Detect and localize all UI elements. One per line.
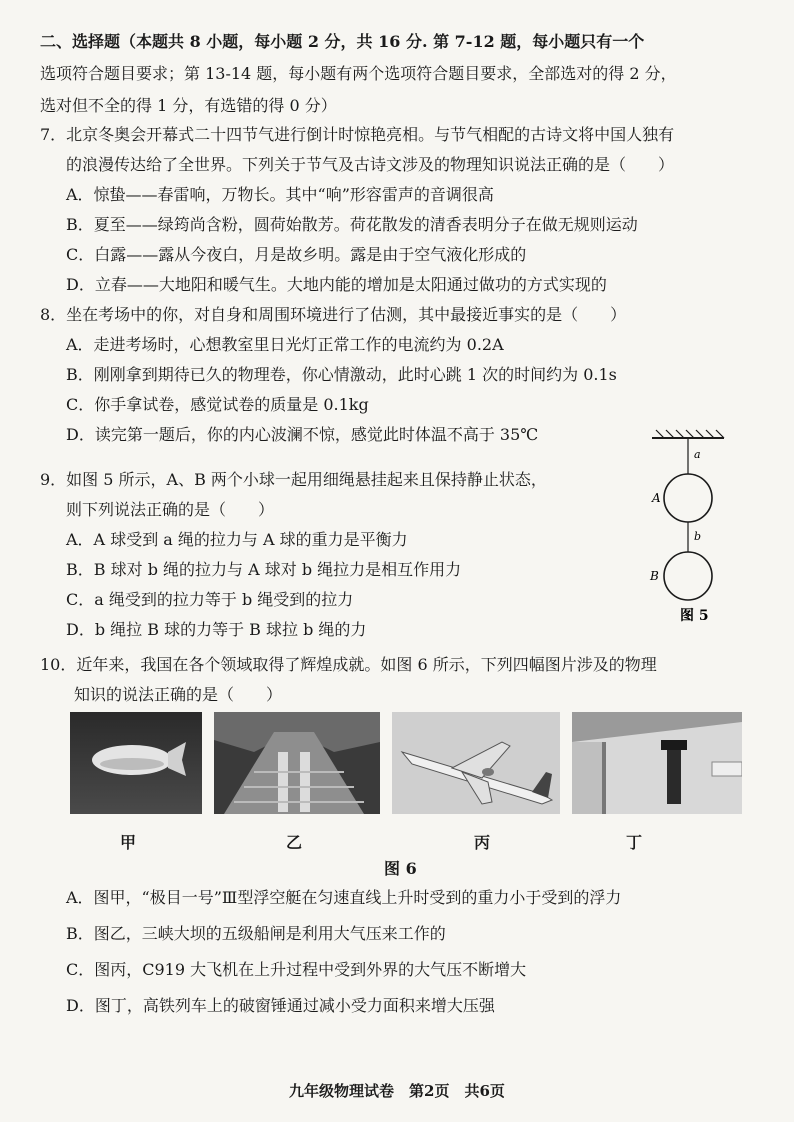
question-8-option-b: B．刚刚拿到期待已久的物理卷，你心情激动，此时心跳 1 次的时间约为 0.1s	[66, 365, 617, 384]
photo-jia-airship	[70, 712, 202, 814]
question-9-option-d: D．b 绳拉 B 球的力等于 B 球拉 b 绳的力	[66, 620, 367, 639]
question-10-option-d: D．图丁，高铁列车上的破窗锤通过减小受力面积来增大压强	[66, 996, 495, 1015]
photo-bing-airplane	[392, 712, 560, 814]
question-7-option-d: D．立春——大地阳和暖气生。大地内能的增加是太阳通过做功的方式实现的	[66, 275, 607, 294]
photo-label-jia: 甲	[120, 833, 137, 852]
section-line-1: 二、选择题（本题共 8 小题，每小题 2 分，共 16 分. 第 7-12 题，每小题只有一个	[40, 32, 645, 51]
photo-label-yi: 乙	[286, 833, 303, 852]
question-9-option-c: C．a 绳受到的拉力等于 b 绳受到的拉力	[66, 590, 354, 609]
ceiling-support	[652, 430, 724, 438]
photo-yi-ship-locks	[214, 712, 380, 814]
question-7-option-b: B．夏至——绿筠尚含粉，圆荷始散芳。荷花散发的清香表明分子在做无规则运动	[66, 215, 638, 234]
question-8-option-d: D．读完第一题后，你的内心波澜不惊，感觉此时体温不高于 35℃	[66, 425, 539, 444]
figure-5-caption: 图 5	[680, 608, 709, 624]
ball-b	[664, 552, 712, 600]
photo-label-ding: 丁	[626, 833, 643, 852]
question-7-option-c: C．白露——露从今夜白，月是故乡明。露是由于空气液化形成的	[66, 245, 527, 264]
ball-b-label: B	[650, 569, 659, 583]
question-10-option-a: A．图甲，“极目一号”Ⅲ型浮空艇在匀速直线上升时受到的重力小于受到的浮力	[66, 888, 622, 907]
section-line-2: 选项符合题目要求；第 13-14 题，每小题有两个选项符合题目要求，全部选对的得 2 分，	[40, 64, 677, 83]
rope-b-label: b	[694, 530, 702, 543]
photo-ding-window-hammer	[572, 712, 742, 814]
figure-6-caption: 图 6	[384, 859, 417, 878]
question-10-stem-2: 知识的说法正确的是（ ）	[74, 685, 283, 704]
question-9-stem-2: 则下列说法正确的是（ ）	[66, 500, 275, 519]
question-9-option-b: B．B 球对 b 绳的拉力与 A 球对 b 绳拉力是相互作用力	[66, 560, 462, 579]
question-7-option-a: A．惊蛰——春雷响，万物长。其中“响”形容雷声的音调很高	[66, 185, 494, 204]
question-10	[40, 650, 760, 710]
question-9-stem-1: 9．如图 5 所示，A、B 两个小球一起用细绳悬挂起来且保持静止状态，	[40, 470, 547, 489]
page-footer: 九年级物理试卷 第2页 共6页	[289, 1082, 505, 1100]
question-8-option-a: A．走进考场时，心想教室里日光灯正常工作的电流约为 0.2A	[66, 335, 504, 354]
question-10-option-b: B．图乙，三峡大坝的五级船闸是利用大气压来工作的	[66, 924, 446, 943]
section-line-3: 选对但不全的得 1 分，有选错的得 0 分）	[40, 96, 337, 115]
photo-label-bing: 丙	[474, 833, 491, 852]
question-9	[40, 465, 640, 645]
question-10-stem-1: 10．近年来，我国在各个领域取得了辉煌成就。如图 6 所示，下列四幅图片涉及的物理	[40, 655, 657, 674]
question-7	[40, 120, 755, 300]
question-7-stem-1: 7．北京冬奥会开幕式二十四节气进行倒计时惊艳亮相。与节气相配的古诗文将中国人独有	[40, 125, 675, 144]
question-10-options	[40, 880, 760, 1024]
question-8-stem: 8．坐在考场中的你，对自身和周围环境进行了估测，其中最接近事实的是（ ）	[40, 305, 627, 324]
question-9-option-a: A．A 球受到 a 绳的拉力与 A 球的重力是平衡力	[66, 530, 408, 549]
rope-a-label: a	[694, 448, 701, 461]
section-instructions	[40, 26, 755, 122]
question-7-stem-2: 的浪漫传达给了全世界。下列关于节气及古诗文涉及的物理知识说法正确的是（ ）	[66, 155, 675, 174]
question-8-option-c: C．你手拿试卷，感觉试卷的质量是 0.1kg	[66, 395, 369, 414]
ball-a-label: A	[652, 491, 661, 505]
ball-a	[664, 474, 712, 522]
question-10-option-c: C．图丙，C919 大飞机在上升过程中受到外界的大气压不断增大	[66, 960, 527, 979]
figure-6-photos	[70, 712, 742, 820]
figure-5-diagram	[648, 428, 728, 628]
